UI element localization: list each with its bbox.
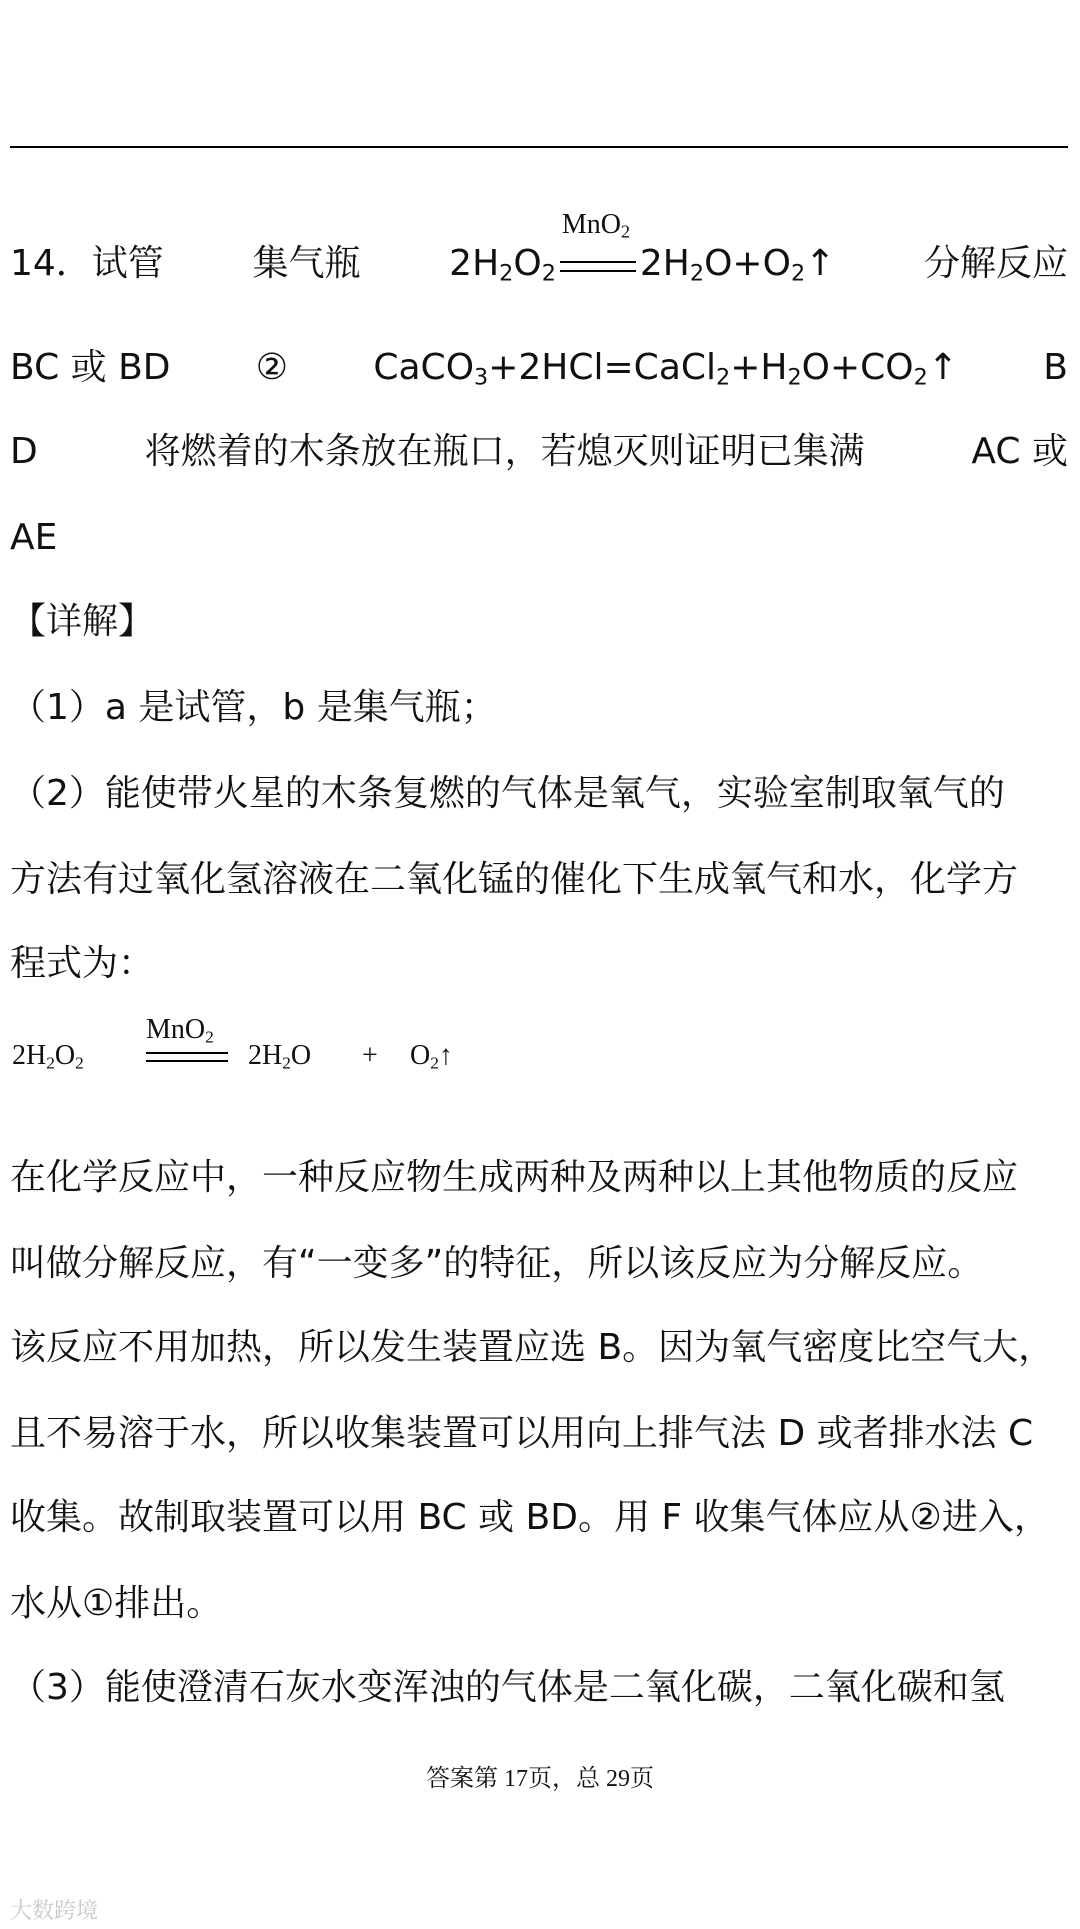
catalyst-mark: MnO$_2$ (146, 1014, 228, 1064)
answer-check-method: 将燃着的木条放在瓶口，若熄灭则证明已集满 (144, 431, 865, 472)
answer-line-2 (10, 347, 1068, 391)
answer-d-letter: D (10, 431, 38, 472)
detail-p4-line1: （3）能使澄清石灰水变浑浊的气体是二氧化碳，二氧化碳和氢 (10, 1667, 1005, 1708)
detail-p1: （1）a 是试管，b 是集气瓶； (10, 687, 497, 728)
answer-reaction-type: 分解反应 (923, 243, 1068, 284)
detail-p3-line4: 且不易溶于水，所以收集装置可以用向上排气法 D 或者排水法 C (10, 1413, 1034, 1454)
answer-inlet: ② (255, 347, 289, 388)
answer-line-3 (10, 431, 1068, 472)
answer-b: 集气瓶 (252, 243, 361, 284)
answer-choice: BC 或 BD (10, 347, 171, 388)
detail-p2-line2: 方法有过氧化氢溶液在二氧化锰的催化下生成氧气和水，化学方 (10, 859, 1019, 900)
answer-equation-1: $2H_2O_2$ MnO$_2$ $2H_2O+O_2↑$ (449, 209, 836, 287)
watermark: 大数跨境 (10, 1899, 99, 1924)
page-footer: 答案第 17页，总 29页 (426, 1766, 654, 1792)
catalyst-mark: MnO$_2$ (560, 247, 636, 283)
detail-p3-line2: 叫做分解反应，有“一变多”的特征，所以该反应为分解反应。 (10, 1243, 984, 1284)
detail-p3-line6: 水从①排出。 (10, 1583, 223, 1624)
answer-a: 14．试管 (10, 243, 164, 284)
answer-ac: AC 或 (971, 431, 1068, 472)
detail-p3-line3: 该反应不用加热，所以发生装置应选 B。因为氧气密度比空气大， (10, 1327, 1055, 1368)
detail-p2-line3: 程式为： (10, 943, 155, 984)
header-rule (10, 146, 1068, 148)
detail-p3-line5: 收集。故制取装置可以用 BC 或 BD。用 F 收集气体应从②进入， (10, 1497, 1050, 1538)
detail-p3-line1: 在化学反应中，一种反应物生成两种及两种以上其他物质的反应 (10, 1157, 1019, 1198)
chemical-equation: $2H_2O_2$ MnO$_2$ $2H_2O$ + $O_2↑$ (12, 1014, 453, 1073)
detail-p2-line1: （2）能使带火星的木条复燃的气体是氧气，实验室制取氧气的 (10, 773, 1005, 814)
answer-b-letter: B (1043, 347, 1068, 388)
answer-equation-2: $CaCO_3+2HCl=CaCl_2+H_2O+CO_2↑$ (373, 347, 959, 391)
answer-line-1 (10, 209, 1068, 287)
detail-heading: 【详解】 (10, 601, 155, 642)
answer-line-4: AE (10, 517, 58, 558)
